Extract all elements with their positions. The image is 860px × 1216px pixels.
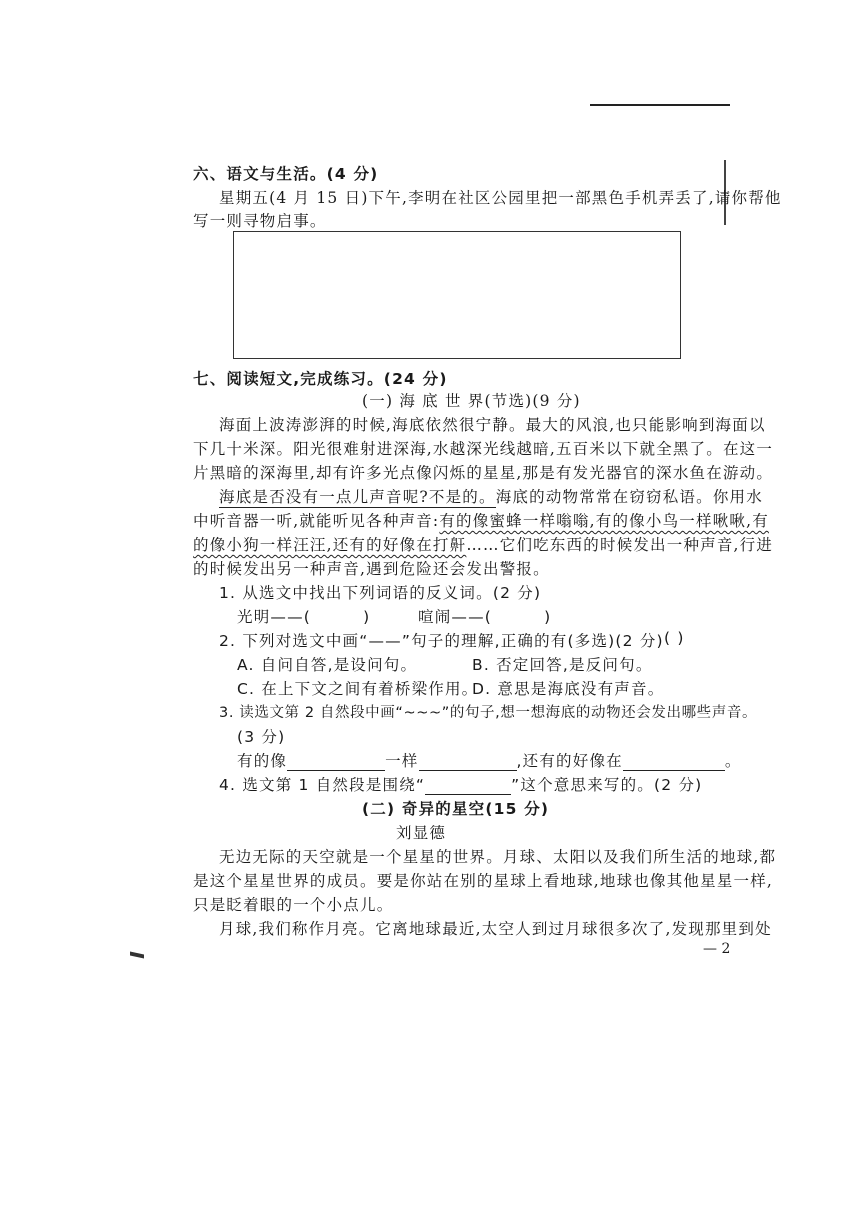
passage1-p2-line3 [193, 533, 773, 555]
header-rule [590, 104, 730, 106]
passage2-p1-line1: 无边无际的天空就是一个星星的世界。月球、太阳以及我们所生活的地球,都 [219, 848, 777, 866]
section6-line1: 星期五(4 月 15 日)下午,李明在社区公园里把一部黑色手机弄丢了,请你帮他 [219, 189, 782, 207]
passage1-title: (一) 海 底 世 界(节选)(9 分) [362, 392, 581, 410]
passage1-p2-line3-rest: ……它们吃东西的时候发出一种声音,行进 [466, 536, 774, 554]
question-2: 2. 下列对选文中画“——”句子的理解,正确的有(多选)(2 分) [219, 632, 664, 650]
wavy-sentence-part2: 的像小狗一样汪汪,还有的好像在打鼾 [193, 536, 467, 554]
q1-answer-a[interactable] [237, 605, 370, 627]
q1-answer-b[interactable] [418, 605, 551, 627]
q3-part-a: 有的像 [237, 752, 288, 770]
question-4 [219, 773, 702, 795]
q1-b-label: 喧闹——( [418, 608, 493, 626]
passage1-p1-line1: 海面上波涛澎湃的时候,海底依然很宁静。最大的风浪,也只能影响到海面以 [219, 416, 766, 434]
q3-part-d: 。 [724, 752, 742, 770]
question-1: 1. 从选文中找出下列词语的反义词。(2 分) [219, 584, 542, 602]
passage2-p2-line1: 月球,我们称作月亮。它离地球最近,太空人到过月球很多次了,发现那里到处 [219, 920, 772, 938]
passage1-p2-line2 [193, 509, 769, 531]
q3-fill-line [237, 749, 742, 771]
page-number: — 2 [703, 941, 731, 957]
q3-blank-3[interactable] [623, 754, 725, 771]
section7-heading: 七、阅读短文,完成练习。(24 分) [193, 370, 448, 388]
q2-option-a: A. 自问自答,是设问句。 [237, 656, 418, 674]
section6-heading: 六、语文与生活。(4 分) [193, 165, 379, 183]
answer-box[interactable] [233, 231, 681, 359]
q1-b-close: ) [544, 608, 552, 626]
q4-blank[interactable] [425, 778, 511, 795]
q3-part-b: 一样 [385, 752, 419, 770]
q2-option-c: C. 在上下文之间有着桥梁作用。 [237, 680, 479, 698]
q2-answer-paren[interactable]: ( ) [664, 629, 685, 647]
passage2-p1-line3: 只是眨着眼的一个小点儿。 [193, 896, 394, 914]
scan-corner-mark [130, 952, 144, 959]
q3-blank-2[interactable] [419, 754, 517, 771]
wavy-sentence-part1: 有的像蜜蜂一样嗡嗡,有的像小鸟一样啾啾,有 [439, 512, 769, 530]
passage2-p1-line2: 是这个星星世界的成员。要是你站在别的星球上看地球,地球也像其他星星一样, [193, 872, 774, 890]
passage1-p2-line1-rest: 海底的动物常常在窃窃私语。你用水 [495, 488, 763, 506]
passage1-p1-line2: 下几十米深。阳光很难射进深海,水越深光线越暗,五百米以下就全黑了。在这一 [193, 440, 774, 458]
q1-a-close: ) [363, 608, 371, 626]
question-3: 3. 读选文第 2 自然段中画“~~~”的句子,想一想海底的动物还会发出哪些声音。 [219, 705, 758, 721]
q3-score: (3 分) [237, 728, 286, 746]
q4-part-b: ”这个意思来写的。(2 分) [511, 776, 703, 794]
passage2-author: 刘显德 [396, 824, 447, 842]
passage1-p1-line3: 片黑暗的深海里,却有许多光点像闪烁的星星,那是有发光器官的深水鱼在游动。 [193, 464, 774, 482]
passage1-p2-line2-plain: 中听音器一听,就能听见各种声音: [193, 512, 440, 530]
q2-option-b: B. 否定回答,是反问句。 [472, 656, 653, 674]
q3-blank-1[interactable] [287, 754, 385, 771]
passage1-p2-line1 [219, 485, 763, 507]
section6-line2: 写一则寻物启事。 [193, 212, 327, 230]
q4-part-a: 4. 选文第 1 自然段是围绕“ [219, 776, 426, 794]
q3-part-c: ,还有的好像在 [516, 752, 623, 770]
q1-a-label: 光明——( [237, 608, 312, 626]
q2-option-d: D. 意思是海底没有声音。 [472, 680, 665, 698]
passage2-title: (二) 奇异的星空(15 分) [362, 800, 550, 818]
underlined-sentence: 海底是否没有一点儿声音呢?不是的。 [219, 488, 496, 506]
passage1-p2-line4: 的时候发出另一种声音,遇到危险还会发出警报。 [193, 560, 550, 578]
